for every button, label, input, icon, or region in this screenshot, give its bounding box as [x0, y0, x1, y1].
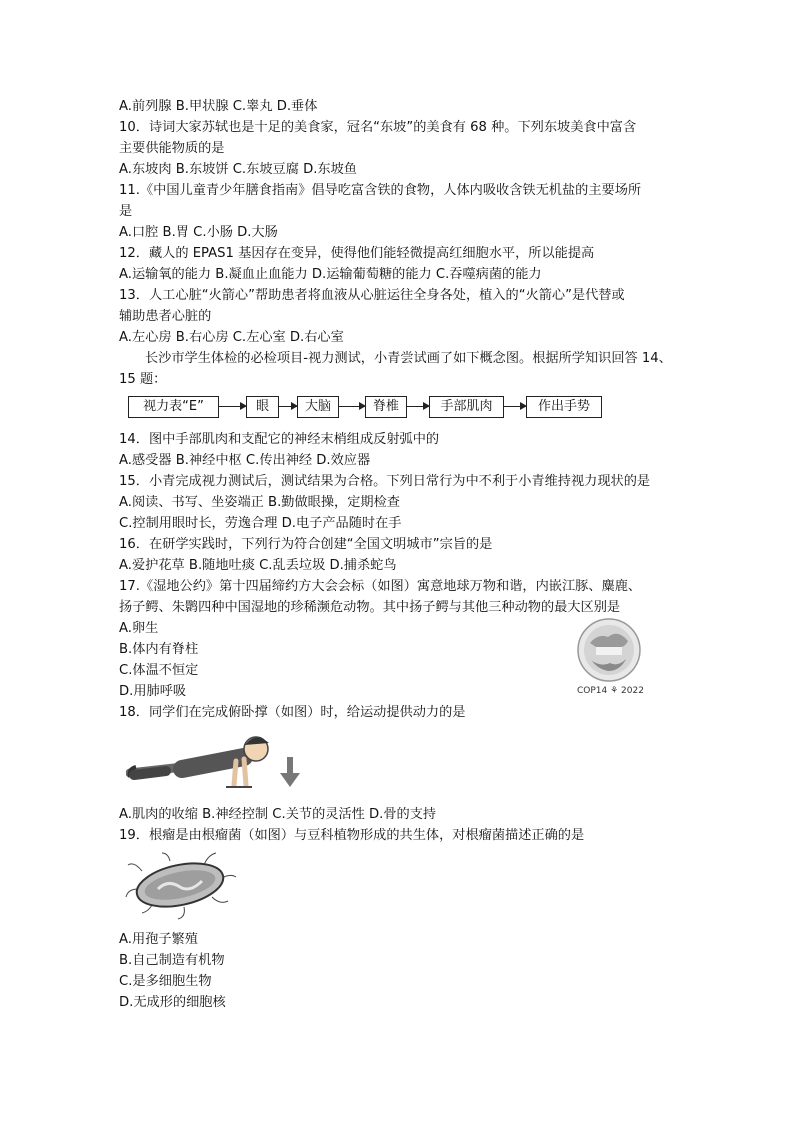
flow-box-eye: 眼: [246, 396, 279, 418]
flow-arrow-icon: [339, 406, 365, 407]
flow-box-brain: 大脑: [297, 396, 339, 418]
q17-option-d: D.用肺呼吸: [119, 684, 187, 699]
flow-box-eye-chart: 视力表“E”: [128, 396, 219, 418]
flow-arrow-icon: [219, 406, 246, 407]
flow-box-spine: 脊椎: [365, 396, 407, 418]
q17-stem-2: 扬子鳄、朱鹮四种中国湿地的珍稀濒危动物。其中扬子鳄与其他三种动物的最大区别是: [119, 600, 621, 615]
q13-options: A.左心房 B.右心房 C.左心室 D.右心室: [119, 330, 344, 345]
flow-box-hand-muscle: 手部肌肉: [429, 396, 504, 418]
q18-stem: 18．同学们在完成俯卧撑（如图）时，给运动提供动力的是: [119, 705, 466, 720]
q10-stem-1: 10．诗词大家苏轼也是十足的美食家，冠名“东坡”的美食有 68 种。下列东坡美食中富含: [119, 120, 637, 135]
q13-stem-2: 辅助患者心脏的: [119, 309, 212, 324]
q12-options: A.运输氧的能力 B.凝血止血能力 D.运输葡萄糖的能力 C.吞噬病菌的能力: [119, 267, 542, 282]
q9-options: A.前列腺 B.甲状腺 C.睾丸 D.垂体: [119, 99, 318, 114]
q15-stem: 15．小青完成视力测试后，测试结果为合格。下列日常行为中不利于小青维持视力现状的是: [119, 474, 651, 489]
q19-option-b: B.自己制造有机物: [119, 953, 225, 968]
q11-stem-1: 11.《中国儿童青少年膳食指南》倡导吃富含铁的食物，人体内吸收含铁无机盐的主要场所: [119, 183, 642, 198]
q14-stem: 14．图中手部肌肉和支配它的神经末梢组成反射弧中的: [119, 432, 440, 447]
flow-arrow-icon: [504, 406, 526, 407]
q14-15-intro-2: 15 题：: [119, 372, 167, 387]
q11-stem-2: 是: [119, 204, 133, 219]
q17-option-a: A.卵生: [119, 621, 159, 636]
flow-arrow-icon: [407, 406, 429, 407]
q10-stem-2: 主要供能物质的是: [119, 141, 225, 156]
flow-arrow-icon: [279, 406, 297, 407]
q19-option-c: C.是多细胞生物: [119, 974, 212, 989]
q17-option-c: C.体温不恒定: [119, 663, 199, 678]
q17-stem-1: 17.《湿地公约》第十四届缔约方大会会标（如图）寓意地球万物和谐，内嵌江豚、麋鹿、: [119, 579, 642, 594]
q11-options: A.口腔 B.胃 C.小肠 D.大肠: [119, 225, 278, 240]
q19-stem: 19．根瘤是由根瘤菌（如图）与豆科植物形成的共生体，对根瘤菌描述正确的是: [119, 828, 585, 843]
pushup-figure-icon: [126, 731, 310, 793]
cop14-logo-icon: [576, 617, 642, 683]
flow-box-gesture: 作出手势: [526, 396, 602, 418]
q15-options-1: A.阅读、书写、坐姿端正 B.勤做眼操，定期检查: [119, 495, 400, 510]
q19-option-a: A.用孢子繁殖: [119, 932, 198, 947]
q19-option-d: D.无成形的细胞核: [119, 995, 226, 1010]
q14-15-intro-1: 长沙市学生体检的必检项目-视力测试，小青尝试画了如下概念图。根据所学知识回答 14、: [145, 351, 672, 366]
q13-stem-1: 13．人工心脏“火箭心”帮助患者将血液从心脏运往全身各处，植入的“火箭心”是代替或: [119, 288, 625, 303]
q12-stem: 12．藏人的 EPAS1 基因存在变异，使得他们能轻微提高红细胞水平，所以能提高: [119, 246, 595, 261]
q18-options: A.肌肉的收缩 B.神经控制 C.关节的灵活性 D.骨的支持: [119, 807, 437, 822]
q15-options-2: C.控制用眼时长，劳逸合理 D.电子产品随时在手: [119, 516, 402, 531]
rhizobium-figure-icon: [124, 851, 240, 921]
q10-options: A.东坡肉 B.东坡饼 C.东坡豆腐 D.东坡鱼: [119, 162, 357, 177]
q16-options: A.爱护花草 B.随地吐痰 C.乱丢垃圾 D.捕杀蛇鸟: [119, 558, 397, 573]
q17-option-b: B.体内有脊柱: [119, 642, 199, 657]
cop14-logo-caption: COP14 ⚘ 2022: [577, 686, 644, 696]
q14-options: A.感受器 B.神经中枢 C.传出神经 D.效应器: [119, 453, 371, 468]
q16-stem: 16．在研学实践时，下列行为符合创建“全国文明城市”宗旨的是: [119, 537, 493, 552]
